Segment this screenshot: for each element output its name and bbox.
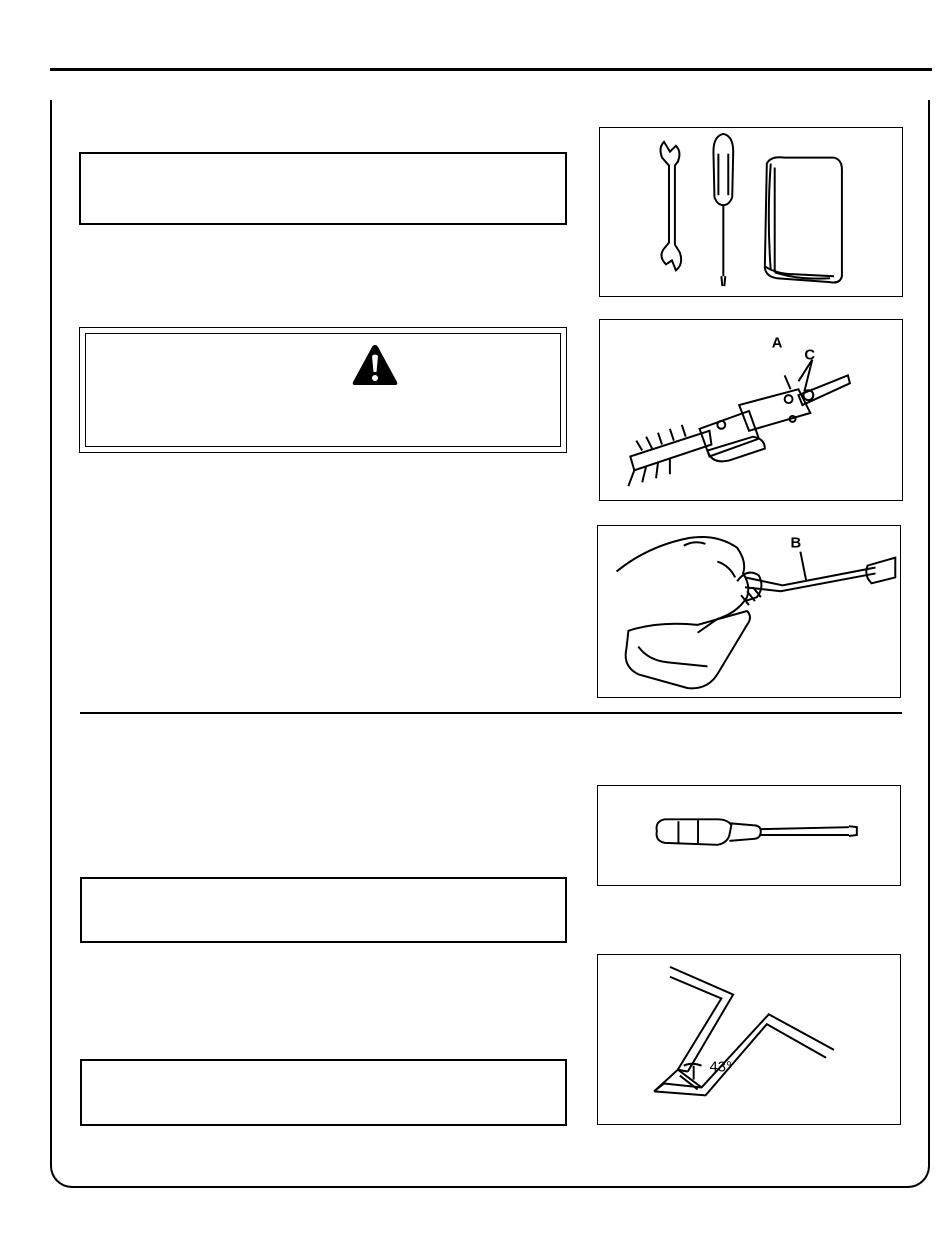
blade-tooth-drawing — [654, 967, 834, 1095]
section-divider — [80, 712, 902, 714]
warning-triangle-icon — [350, 342, 400, 388]
angle-label: 43° — [709, 1059, 732, 1076]
screwdriver-icon — [713, 134, 733, 286]
hedge-trimmer-drawing — [628, 360, 850, 487]
callout-a: A — [771, 335, 783, 352]
note-box-2 — [80, 877, 567, 943]
warning-box — [79, 327, 567, 453]
figure-screwdriver — [597, 785, 901, 886]
screwdriver-icon — [657, 819, 857, 844]
cloth-icon — [765, 157, 842, 282]
figure-tools — [599, 127, 903, 297]
figure-blade-angle — [597, 954, 901, 1125]
callout-b: B — [790, 535, 802, 552]
note-box-3 — [80, 1059, 567, 1126]
note-box-1 — [79, 152, 567, 225]
warning-box-inner — [85, 333, 561, 447]
figure-cleaning — [597, 525, 901, 698]
wrench-icon — [660, 142, 681, 270]
hand-with-brush-drawing — [617, 537, 896, 688]
callout-c: C — [804, 347, 816, 364]
top-rule — [50, 68, 932, 71]
figure-hedge-trimmer — [599, 319, 903, 501]
